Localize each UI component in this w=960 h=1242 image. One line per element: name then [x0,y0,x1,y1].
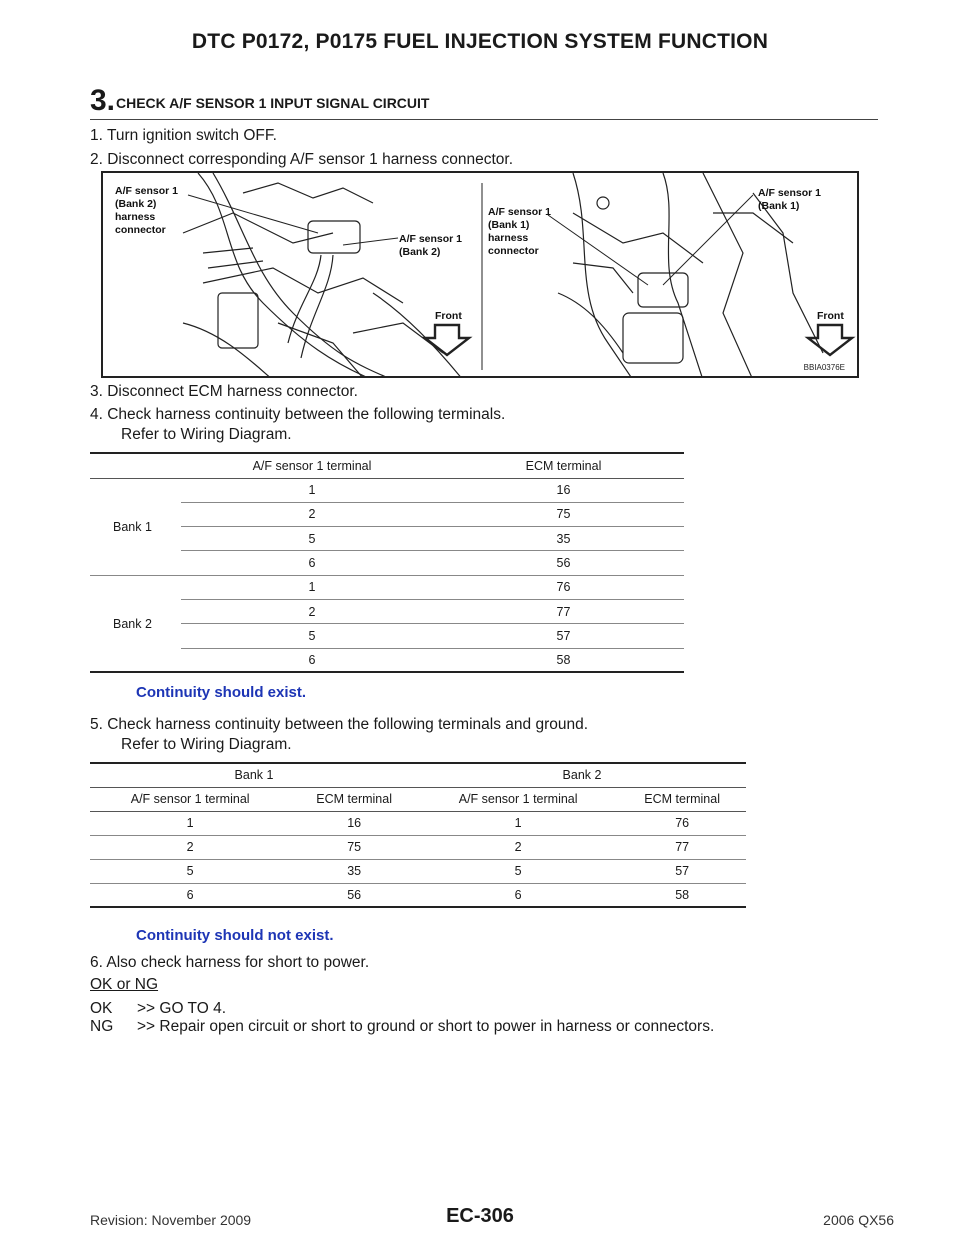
instruction-3: 3. Disconnect ECM harness connector. [90,383,358,400]
table-cell: 56 [290,883,418,907]
table-cell: 5 [181,527,443,551]
result-key: NG [90,1018,114,1035]
table-cell: 75 [290,835,418,859]
continuity-table-terminals [90,452,684,673]
table-cell: 2 [90,835,290,859]
table-cell: 5 [181,624,443,648]
table-cell: 6 [418,883,618,907]
table-cell: 2 [181,502,443,526]
instruction-5: 5. Check harness continuity between the following terminals and ground. Refer to Wiring Diagram. [90,716,589,753]
table-header: ECM terminal [290,787,418,811]
instruction-4: 4. Check harness continuity between the following terminals. Refer to Wiring Diagram. [90,406,506,443]
table-cell: 2 [181,599,443,623]
table-cell: 5 [418,859,618,883]
figure-label-right-front: Front [817,310,844,322]
instruction-1: 1. Turn ignition switch OFF. [90,127,277,144]
table-cell: 1 [181,478,443,502]
footer-revision: Revision: November 2009 [90,1212,252,1228]
bank-label: Bank 1 [90,478,181,575]
table-cell: 56 [443,551,684,575]
table-cell: 76 [443,575,684,599]
table-cell: 16 [443,478,684,502]
table-cell: 35 [443,527,684,551]
table-cell: 1 [418,811,618,835]
table-header: A/F sensor 1 terminal [181,453,443,478]
table-cell: 35 [290,859,418,883]
table-cell: 1 [181,575,443,599]
figure-label-right-sensor: A/F sensor 1 (Bank 1) [758,187,822,212]
bank-label: Bank 2 [90,575,181,672]
table-cell: 6 [181,648,443,672]
bank-header: Bank 1 [90,763,418,787]
bank-header: Bank 2 [418,763,746,787]
spec-continuity-exist: Continuity should exist. [136,684,307,701]
ok-ng-label: OK or NG [90,976,159,993]
figure-label-right-connector: A/F sensor 1 (Bank 1) harness connector [488,206,552,257]
table-cell: 76 [618,811,746,835]
table-cell: 5 [90,859,290,883]
page-number: EC-306 [446,1205,514,1227]
table-cell: 2 [418,835,618,859]
step-number: 3. [90,84,116,117]
figure-label-left-front: Front [435,310,462,322]
table-header: A/F sensor 1 terminal [90,787,290,811]
table-cell: 16 [290,811,418,835]
page-title: DTC P0172, P0175 FUEL INJECTION SYSTEM FUNCTION [191,30,769,53]
result-text: >> GO TO 4. [137,1000,227,1017]
result-text: >> Repair open circuit or short to ground or short to power in harness or connectors. [137,1018,715,1035]
footer-model: 2006 QX56 [823,1212,894,1228]
table-cell: 6 [90,883,290,907]
instruction-2: 2. Disconnect corresponding A/F sensor 1 harness connector. [90,151,514,168]
table-cell: 77 [443,599,684,623]
result-ng [90,1018,714,1036]
table-header: A/F sensor 1 terminal [418,787,618,811]
table-cell: 58 [618,883,746,907]
spec-continuity-not-exist: Continuity should not exist. [136,927,334,944]
continuity-table-ground [90,762,746,908]
result-key: OK [90,1000,113,1017]
engine-bay-illustration [103,173,859,378]
table-header: ECM terminal [443,453,684,478]
table-cell: 6 [181,551,443,575]
step-title: CHECK A/F SENSOR 1 INPUT SIGNAL CIRCUIT [116,95,430,111]
table-cell: 77 [618,835,746,859]
table-cell: 57 [443,624,684,648]
figure-label-left-connector: A/F sensor 1 (Bank 2) harness connector [115,185,179,236]
step-heading [90,82,878,120]
figure-label-left-sensor: A/F sensor 1 (Bank 2) [399,233,463,258]
result-ok [90,1000,226,1018]
table-cell: 75 [443,502,684,526]
connector-location-figure [101,171,859,378]
table-header: ECM terminal [618,787,746,811]
table-cell: 57 [618,859,746,883]
table-cell: 58 [443,648,684,672]
instruction-6: 6. Also check harness for short to power. [90,954,370,971]
figure-code: BBIA0376E [803,363,845,372]
table-cell: 1 [90,811,290,835]
